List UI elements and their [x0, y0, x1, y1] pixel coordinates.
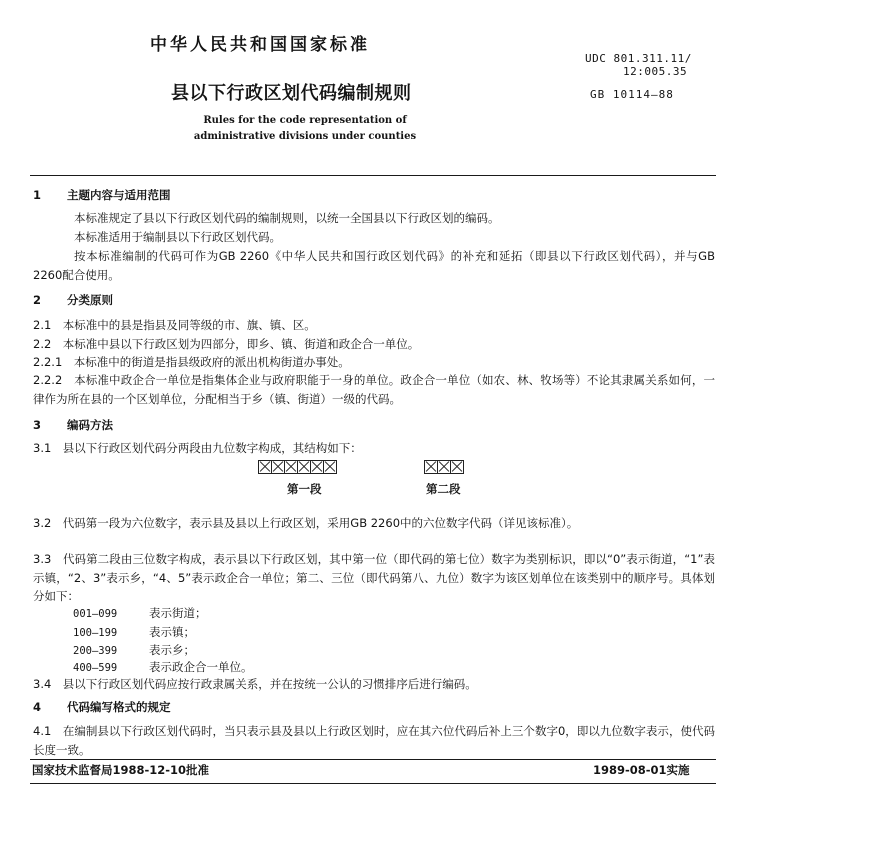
code-range: 200—399	[73, 645, 118, 657]
digit-box	[450, 460, 464, 474]
section-3-number: 3	[33, 418, 42, 432]
section-2-heading	[33, 292, 113, 308]
digit-box	[258, 460, 272, 474]
clause-2-2-2: 2.2.2 本标准中政企合一单位是指集体企业与政府职能于一身的单位。政企合一单位（如农、林、牧场等）不论其隶属关系如何，一律作为所在县的一个区划单位，分配相当于乡（镇、街道）一级的代码。	[33, 373, 715, 406]
udc-number	[585, 52, 715, 78]
bottom-divider	[30, 759, 716, 760]
code-range-meaning: 表示政企合一单位。	[149, 660, 253, 674]
gb-number: GB 10114—88	[590, 88, 674, 101]
english-title-line-1: Rules for the code representation of	[203, 115, 407, 126]
section-2-number: 2	[33, 293, 42, 307]
section-1-heading	[33, 187, 171, 203]
digit-box	[424, 460, 438, 474]
code-range-row	[73, 642, 195, 658]
code-range: 100—199	[73, 627, 118, 639]
standard-type-heading: 中华人民共和国国家标准	[150, 35, 370, 55]
section-1-paragraph-2: 本标准适用于编制县以下行政区划代码。	[74, 230, 281, 244]
effective-date: 1989-08-01实施	[593, 763, 690, 777]
code-range-row	[73, 659, 253, 675]
section-4-title: 代码编写格式的规定	[67, 700, 171, 714]
clause-4-1: 4.1 在编制县以下行政区划代码时，当只表示县及县以上行政区划时，应在其六位代码后补上三个数字0，即以九位数字表示，使代码长度一致。	[33, 724, 715, 757]
section-4-heading	[33, 699, 171, 715]
digit-box	[297, 460, 311, 474]
digit-box	[323, 460, 337, 474]
code-range-row	[73, 605, 207, 621]
segment-2-label: 第二段	[426, 482, 461, 496]
section-1-paragraph-3: 按本标准编制的代码可作为GB 2260《中华人民共和国行政区划代码》的补充和延拓（即县以下行政区划代码），并与GB 2260配合使用。	[33, 249, 715, 282]
digit-box	[437, 460, 451, 474]
code-segment-2-boxes	[424, 460, 463, 474]
approval-date: 国家技术监督局1988-12-10批准	[32, 763, 210, 777]
digit-box	[284, 460, 298, 474]
digit-box	[271, 460, 285, 474]
clause-2-1: 2.1 本标准中的县是指县及同等级的市、旗、镇、区。	[33, 318, 316, 332]
clause-2-2: 2.2 本标准中县以下行政区划为四部分，即乡、镇、街道和政企合一单位。	[33, 337, 420, 351]
english-title-line-2: administrative divisions under counties	[193, 131, 417, 142]
section-1-title: 主题内容与适用范围	[67, 188, 171, 202]
section-4-number: 4	[33, 700, 42, 714]
code-range: 001—099	[73, 608, 118, 620]
section-1-paragraph-1: 本标准规定了县以下行政区划代码的编制规则，以统一全国县以下行政区划的编码。	[74, 211, 500, 225]
code-range-row	[73, 624, 195, 640]
code-range-meaning: 表示乡；	[149, 643, 195, 657]
clause-3-2: 3.2 代码第一段为六位数字，表示县及县以上行政区划，采用GB 2260中的六位数字代码（详见该标准）。	[33, 516, 579, 530]
code-segment-1-boxes	[258, 460, 336, 474]
udc-line-2: 12:005.35	[623, 65, 688, 78]
section-2-title: 分类原则	[67, 293, 113, 307]
code-range-meaning: 表示镇；	[149, 625, 195, 639]
footer-divider	[30, 783, 716, 784]
clause-3-1: 3.1 县以下行政区划代码分两段由九位数字构成，其结构如下：	[33, 441, 362, 455]
section-3-title: 编码方法	[67, 418, 113, 432]
section-3-heading	[33, 417, 113, 433]
segment-1-label: 第一段	[287, 482, 322, 496]
clause-3-4: 3.4 县以下行政区划代码应按行政隶属关系，并在按统一公认的习惯排序后进行编码。	[33, 677, 477, 691]
udc-line-1: UDC 801.311.11/	[585, 52, 692, 65]
top-divider	[30, 175, 716, 176]
clause-2-2-1: 2.2.1 本标准中的街道是指县级政府的派出机构街道办事处。	[33, 355, 350, 369]
digit-box	[310, 460, 324, 474]
section-1-number: 1	[33, 188, 42, 202]
code-range-meaning: 表示街道；	[149, 606, 207, 620]
code-range: 400—599	[73, 662, 118, 674]
document-title: 县以下行政区划代码编制规则	[171, 83, 412, 104]
clause-3-3: 3.3 代码第二段由三位数字构成，表示县以下行政区划，其中第一位（即代码的第七位）数字为类别标识，即以“0”表示街道，“1”表示镇，“2、3”表示乡，“4、5”表示政企合一单位；第二、三位（即代码第八、九位）数字为该区划单位在该类别中的顺序号。具体划分如下：	[33, 552, 715, 603]
